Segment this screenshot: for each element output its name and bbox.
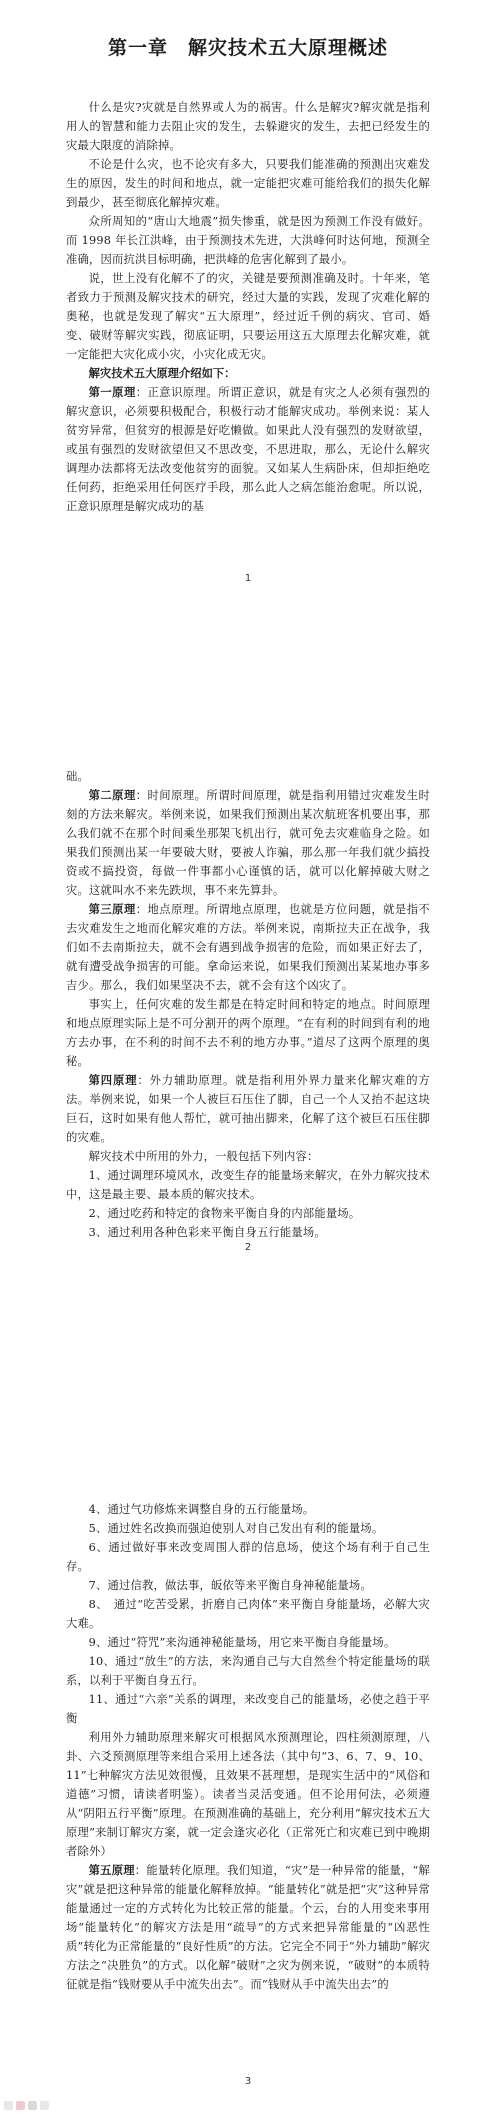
principle-label: 第三原理 (88, 903, 136, 916)
body-paragraph: 3、通过利用各种色彩来平衡自身五行能量场。 (88, 1226, 326, 1239)
page-number: 3 (244, 2076, 252, 2087)
body-paragraph: 说，世上没有化解不了的灾，关键是要预测准确及时。十年来，笔者致力于预测及解灾技术的研究，经过大量的实践，发现了灾难化解的奥秘，也就是发现了解灾“五大原理”，经过近千例的病灾、官司、婚变、破财等解灾实践，彻底证明，只要运用这五大原理去化解灾难，就一定能把大灾化成小灾，小灾化成无灾。 (66, 272, 430, 361)
watermark-logo (4, 2101, 49, 2110)
principle-label: 第五原理 (88, 1864, 135, 1877)
principle-label: 第一原理 (88, 386, 136, 399)
page-3-content (66, 1500, 430, 1994)
body-paragraph: 10、通过“放生”的方法，来沟通自己与大自然叁个特定能量场的联系，以利于平衡自身五行。 (66, 1655, 430, 1687)
body-paragraph: 解灾技术中所用的外力，一般包括下列内容： (88, 1150, 319, 1163)
body-paragraph: 事实上，任何灾难的发生都是在特定时间和特定的地点。时间原理和地点原理实际上是不可分割开的两个原理。“在有利的时间到有利的地方去办事，在不利的时间不去不利的地方办事。”道尽了这两个原理的奥秘。 (66, 998, 430, 1068)
body-paragraph: 什么是灾?灾就是自然界或人为的祸害。什么是解灾?解灾就是指利用人的智慧和能力去阻止灾的发生，去躲避灾的发生，去把已经发生的灾最大限度的消除掉。 (66, 101, 430, 152)
body-paragraph: 11、通过“六亲”关系的调理，来改变自己的能量场，必使之趋于平衡 (66, 1693, 430, 1725)
page-number: 2 (244, 1242, 252, 1253)
document-page-2 (0, 700, 496, 1400)
body-paragraph: 7、通过信教，做法事，皈依等来平衡自身神秘能量场。 (88, 1579, 372, 1592)
page-number: 1 (244, 573, 252, 584)
body-paragraph: 不论是什么灾，也不论灾有多大，只要我们能准确的预测出灾难发生的原因，发生的时间和地点，就一定能把灾难可能给我们的损失化解到最少，甚至彻底化解掉灾难。 (66, 158, 430, 209)
chapter-title: 第一章 解灾技术五大原理概述 (107, 37, 388, 59)
body-paragraph: 1、通过调理环境风水，改变生存的能量场来解灾，在外力解灾技术中，这是最主要、最本质的解灾技术。 (66, 1169, 430, 1201)
page-1-content (66, 98, 430, 516)
document-page-3 (0, 1400, 496, 2116)
body-paragraph: 2、通过吃药和特定的食物来平衡自身的内部能量场。 (88, 1207, 361, 1220)
page-2-content (66, 767, 430, 1242)
principle-paragraph (66, 1861, 430, 1994)
body-paragraph: 9、通过“符咒”来沟通神秘能量场，用它来平衡自身能量场。 (88, 1636, 396, 1649)
body-paragraph: 5、通过姓名改换而强迫使别人对自己发出有利的能量场。 (88, 1522, 384, 1535)
body-paragraph: 众所周知的“唐山大地震”损失惨重，就是因为预测工作没有做好。而 1998 年长江洪峰，由于预测技术先进，大洪峰何时达何地，预测全准确，因而抗洪目标明确，把洪峰的危害化解到了最小。 (66, 215, 430, 266)
principle-body: ：时间原理。所谓时间原理，就是指利用错过灾难发生时刻的方法来解灾。举例来说，如果我们预测出某次航班客机要出事，那么我们就不在那个时间乘坐那架飞机出行，就可免去灾难临身之险。如果我们预测出某一年要破大财，要被人诈骗，那么那一年我们就少搞投资或不搞投资，每做一件事都小心谨慎的话，就可以化解掉破大财之灾。这就叫水不来先跌坝，事不来先算卦。 (66, 789, 430, 897)
watermark-block (4, 2101, 13, 2110)
body-paragraph: 4、通过气功修炼来调整自身的五行能量场。 (88, 1503, 315, 1516)
body-paragraph: 8、 通过“吃苦受累，折磨自己肉体”来平衡自身能量场，必解大灾大难。 (66, 1598, 430, 1630)
principle-body: ：外力辅助原理。就是指利用外界力量来化解灾难的方法。举例来说，如果一个人被巨石压住了脚，自己一个人又抬不起这块巨石，这时如果有他人帮忙，就可抽出脚来，化解了这个被巨石压住脚的灾难。 (66, 1074, 430, 1144)
watermark-block (40, 2101, 49, 2110)
section-heading: 解灾技术五大原理介绍如下： (88, 367, 236, 380)
watermark-block (28, 2101, 37, 2110)
document-page-1 (0, 0, 496, 700)
principle-label: 第二原理 (88, 789, 136, 802)
principle-body: ：地点原理。所谓地点原理，也就是方位问题，就是指不去灾难发生之地而化解灾难的方法。举例来说，南斯拉夫正在战争，我们如不去南斯拉夫，就不会有遇到战争损害的危险，而如果正好去了，就有遭受战争损害的可能。拿命运来说，如果我们预测出某某地办事多吉少。那么，我们如果坚决不去，就不会有这个凶灾了。 (66, 903, 430, 992)
principle-paragraph (66, 383, 430, 516)
body-paragraph: 础。 (66, 770, 89, 783)
principle-body: ：能量转化原理。我们知道，“灾”是一种异常的能量，“解灾”就是把这种异常的能量化解释放掉。“能量转化”就是把“灾”这种异常能量通过一定的方式转化为比较正常的能量。个云，台的人用变来事用场“能量转化”的解灾方法是用“疏导”的方式来把异常能量的“凶恶性质”转化为正常能量的“良好性质”的方法。它完全不同于“外力辅助”解灾方法之“决胜负”的方式。以化解“破财”之灾为例来说，“破财”的本质特征就是指“钱财要从手中流失出去”。而“钱财从手中流失出去”的 (66, 1864, 430, 1991)
principle-paragraph (66, 1071, 430, 1147)
body-paragraph: 6、通过做好事来改变周围人群的信息场，使这个场有利于自己生存。 (66, 1541, 430, 1573)
principle-label: 第四原理 (88, 1074, 138, 1087)
principle-paragraph (66, 900, 430, 995)
principle-body: ：正意识原理。所谓正意识，就是有灾之人必须有强烈的解灾意识，必须要积极配合，积极行动才能解灾成功。举例来说：某人贫穷异常，但贫穷的根源是好吃懒做。如果此人没有强烈的发财欲望，或虽有强烈的发财欲望但又不思改变，不思进取，那么，无论什么解灾调理办法都将无法改变他贫穷的面貌。又如某人生病卧床，但却拒绝吃任何药，拒绝采用任何医疗手段，那么此人之病怎能治愈呢。所以说，正意识原理是解灾成功的基 (66, 386, 430, 513)
watermark-block (16, 2101, 25, 2110)
body-paragraph: 利用外力辅助原理来解灾可根据风水预测理论，四柱须测原理，八卦、六爻预测原理等来组合采用上述各法（其中句“3、6、7、9、10、11”七种解灾方法见效很慢，且效果不甚理想，是现实生活中的“风俗和道德”习惯，请读者明鉴）。读者当灵活变通。但不论用何法，必须遵从“阴阳五行平衡”原理。在预测准确的基础上，充分利用“解灾技术五大原理”来制订解灾方案，就一定会逢灾必化（正常死亡和灾难已到中晚期者除外） (66, 1731, 430, 1858)
principle-paragraph (66, 786, 430, 900)
